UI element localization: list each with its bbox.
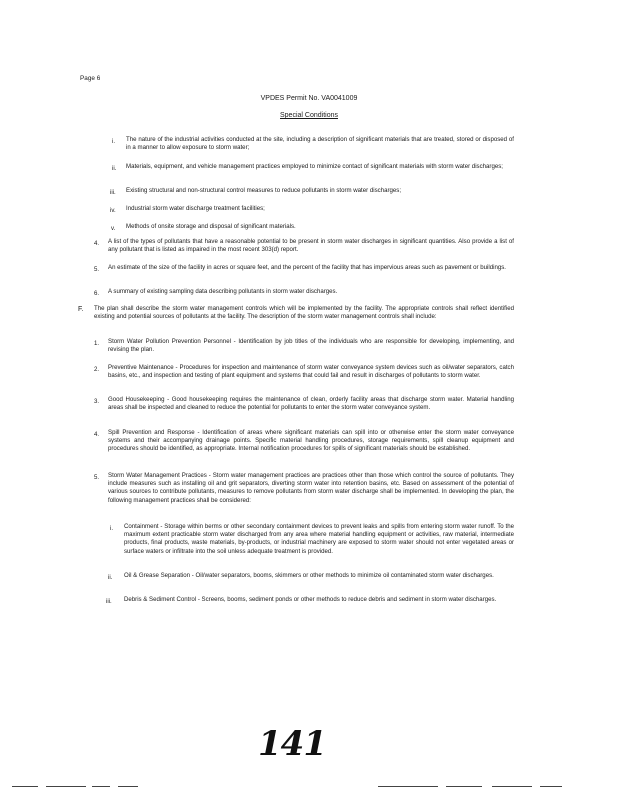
list-item: Oil & Grease Separation - Oil/water separators, booms, skimmers or other methods to minimize oil contaminated storm water discharges. [124,572,494,579]
list-item: Industrial storm water discharge treatment facilities; [126,205,265,212]
section-marker: F. [78,306,84,313]
list-item: The nature of the industrial activities conducted at the site, including a description of significant materials that are treated, stored or disposed of in a manner to allow exposure to storm water; [126,136,514,152]
list-item: Storm Water Management Practices - Storm water management practices are practices other than those which control the source of pollutants. They include measures such as installing oil and grit separators, diverting storm water into retention basins, etc. Based on assessment of the potential of various sources to contribute pollutants, measures to remove pollutants from storm water discharge shall be implemented. In developing the plan, the following management practices shall be considered: [108,472,514,504]
list-marker: i. [112,138,116,145]
list-item: Good Housekeeping - Good housekeeping requires the maintenance of clean, orderly facility areas that discharge storm water. Material handling areas shall be inspected and cleaned to reduce the potential for pollutants to enter the storm water conveyance system. [108,396,514,412]
list-item: An estimate of the size of the facility in acres or square feet, and the percent of the facility that has impervious areas such as pavement or buildings. [108,264,506,271]
list-marker: i. [110,525,114,532]
list-marker: 5. [94,266,100,273]
list-marker: ii. [108,574,113,581]
list-marker: iv. [110,207,116,214]
list-item: Storm Water Pollution Prevention Personnel - Identification by job titles of the individuals who are responsible for developing, implementing, and revising the plan. [108,338,514,354]
list-item: Preventive Maintenance - Procedures for inspection and maintenance of storm water conveyance system devices such as oil/water separators, catch basins, etc., and inspection and testing of plant equipment and systems that could fail and result in discharges of pollutants to storm water. [108,364,514,380]
list-marker: iii. [110,189,116,196]
handwritten-page-number: 141 [258,724,326,764]
permit-title: VPDES Permit No. VA0041009 [260,95,358,102]
list-marker: 4. [94,240,100,247]
list-marker: 1. [94,340,100,347]
list-item: Debris & Sediment Control - Screens, booms, sediment ponds or other methods to reduce debris and sediment in storm water discharges. [124,596,497,603]
list-marker: ii. [112,165,117,172]
list-marker: 4. [94,431,100,438]
list-item: A list of the types of pollutants that have a reasonable potential to be present in storm water discharges in significant quantities. Also provide a list of any pollutant that is listed as impaired in the most recent 303(d) report. [108,238,514,254]
section-title: Special Conditions [280,112,338,119]
list-marker: 2. [94,366,100,373]
list-marker: 6. [94,290,100,297]
list-item: Containment - Storage within berms or other secondary containment devices to prevent leaks and spills from entering storm water runoff. To the maximum extent practicable storm water discharged from any area where material handling equipment or activities, raw material, intermediate products, final products, waste materials, by-products, or industrial machinery are exposed to storm water should not enter vegetated areas or surface waters or infiltrate into the soil unless adequate treatment is provided. [124,523,514,555]
list-marker: 3. [94,398,100,405]
section-f-intro: The plan shall describe the storm water management controls which will be implemented by the facility. The appropriate controls shall reflect identified existing and potential sources of pollutants at the facility. The description of the storm water management controls shall include: [94,305,514,321]
list-item: Spill Prevention and Response - Identification of areas where significant materials can spill into or otherwise enter the storm water conveyance systems and their accompanying drainage points. Specific material handling procedures, storage requirements, spill cleanup equipment and procedures should be identified, as appropriate. Internal notification procedures for spills of significant materials should be established. [108,429,514,453]
list-item: Existing structural and non-structural control measures to reduce pollutants in storm water discharges; [126,187,402,194]
list-marker: iii. [106,598,112,605]
list-item: A summary of existing sampling data describing pollutants in storm water discharges. [108,288,338,295]
page-label: Page 6 [80,75,101,82]
list-item: Materials, equipment, and vehicle management practices employed to minimize contact of significant materials with storm water discharges; [126,163,503,170]
list-item: Methods of onsite storage and disposal of significant materials. [126,223,296,230]
scan-edge-artifact [0,786,618,789]
list-marker: v. [111,225,116,232]
list-marker: 5. [94,474,100,481]
